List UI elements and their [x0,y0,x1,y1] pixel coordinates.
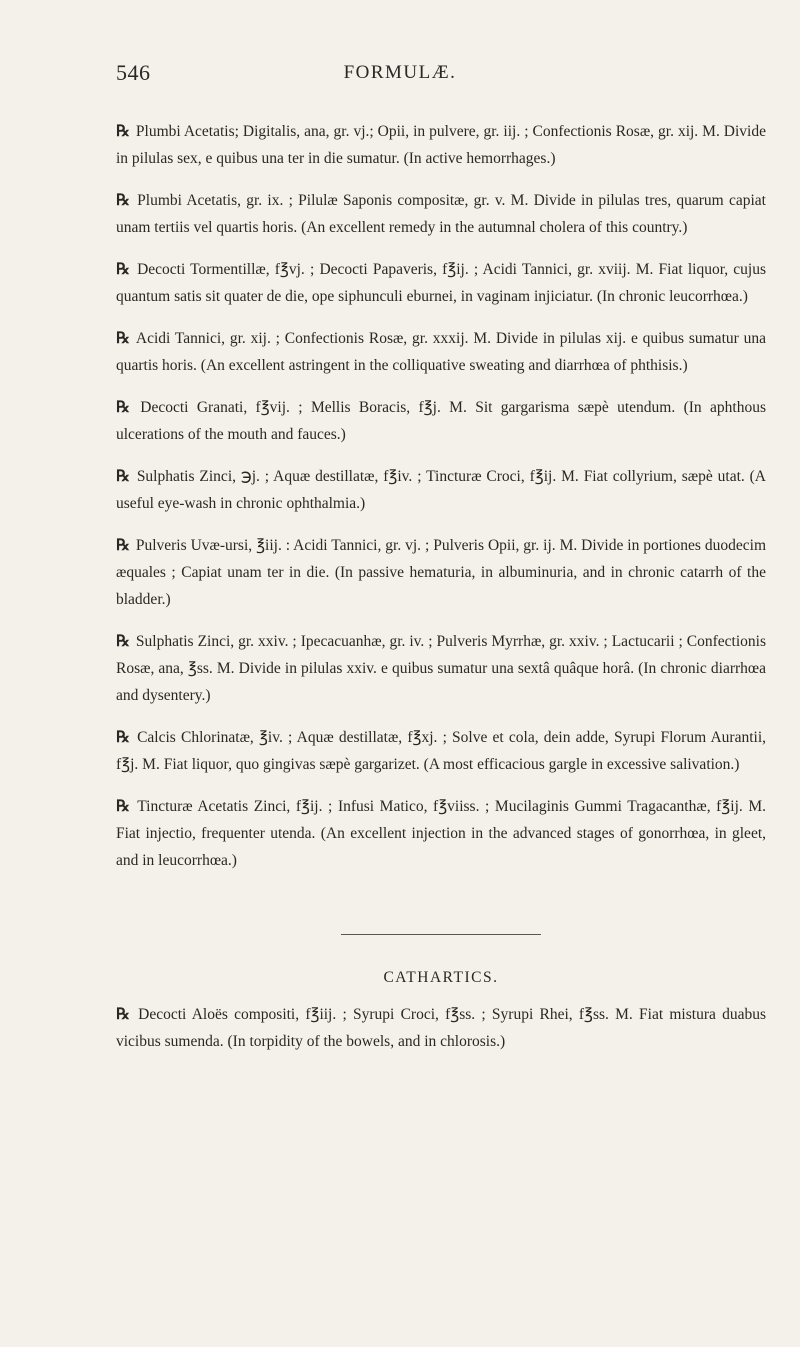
recipe-text: Decocti Granati, f℥vij. ; Mellis Boracis, f℥j. M. Sit gargarisma sæpè utendum. (In aphthous ulcerations of the mouth and fauces.) [116,399,767,443]
recipe-symbol: ℞ [116,468,130,485]
recipe-text: Pulveris Uvæ-ursi, ℥iij. : Acidi Tannici, gr. vj. ; Pulveris Opii, gr. ij. M. Divide in portiones duodecim æquales ; Capiat unam ter in die. (In passive hematuria, in albuminuria, and in chronic catarrh of the bladder.) [116,537,767,608]
recipe-paragraph [116,793,766,874]
recipe-symbol: ℞ [116,192,130,209]
recipe-text: Acidi Tannici, gr. xij. ; Confectionis Rosæ, gr. xxxij. M. Divide in pilulas xij. e quibus sumatur una quartis horis. (An excellent astringent in the colliquative sweating and diarrhœa of phthisis.) [116,330,766,374]
recipe-symbol: ℞ [116,798,130,815]
recipe-symbol: ℞ [116,537,130,554]
recipe-symbol: ℞ [116,123,130,140]
recipe-symbol: ℞ [116,729,130,746]
page-number: 546 [116,60,151,85]
recipe-text: Sulphatis Zinci, gr. xxiv. ; Ipecacuanhæ, gr. iv. ; Pulveris Myrrhæ, gr. xxiv. ; Lactucarii ; Confectionis Rosæ, ana, ℥ss. M. Divide in pilulas xxiv. e quibus sumatur una sextâ quâque horâ. (In chronic diarrhœa and dysentery.) [116,633,767,704]
recipe-paragraph [116,256,766,310]
recipe-symbol: ℞ [116,330,130,347]
recipe-text: Tincturæ Acetatis Zinci, f℥ij. ; Infusi Matico, f℥viiss. ; Mucilaginis Gummi Tragacanthæ, f℥ij. M. Fiat injectio, frequenter utenda. (An excellent injection in the advanced stages of gonorrhœa, in gleet, and in leucorrhœa.) [116,798,766,869]
page-body [116,118,766,1070]
recipe-paragraph [116,532,766,613]
recipe-paragraph [116,463,766,517]
recipe-text: Plumbi Acetatis, gr. ix. ; Pilulæ Saponis compositæ, gr. v. M. Divide in pilulas tres, quarum capiat unam tertiis vel quartis horis. (An excellent remedy in the autumnal cholera of this country.) [116,192,766,236]
recipe-paragraph [116,1001,766,1055]
recipe-symbol: ℞ [116,399,130,416]
section-heading-cathartics: CATHARTICS. [383,969,499,986]
recipe-text: Plumbi Acetatis; Digitalis, ana, gr. vj.; Opii, in pulvere, gr. iij. ; Confectionis Rosæ, gr. xij. M. Divide in pilulas sex, e quibus una ter in die sumatur. (In active hemorrhages.) [116,123,766,167]
recipe-paragraph [116,394,766,448]
recipe-paragraph [116,118,766,172]
recipe-paragraph [116,628,766,709]
recipe-text: Decocti Tormentillæ, f℥vj. ; Decocti Papaveris, f℥ij. ; Acidi Tannici, gr. xviij. M. Fiat liquor, cujus quantum satis sit quater de die, ope siphunculi eburnei, in vaginam injiciatur. (In chronic leucorrhœa.) [116,261,766,305]
recipe-symbol: ℞ [116,633,130,650]
running-title: FORMULÆ. [343,62,457,83]
recipe-symbol: ℞ [116,261,130,278]
recipe-text: Decocti Aloës compositi, f℥iij. ; Syrupi Croci, f℥ss. ; Syrupi Rhei, f℥ss. M. Fiat mistura duabus vicibus sumenda. (In torpidity of the bowels, and in chlorosis.) [116,1006,766,1050]
recipe-paragraph [116,325,766,379]
recipe-paragraph [116,187,766,241]
recipe-text: Calcis Chlorinatæ, ℥iv. ; Aquæ destillatæ, f℥xj. ; Solve et cola, dein adde, Syrupi Florum Aurantii, f℥j. M. Fiat liquor, quo gingivas sæpè gargarizet. (A most efficacious gargle in excessive salivation.) [116,729,766,773]
page-header [0,60,800,90]
recipe-symbol: ℞ [116,1006,130,1023]
recipe-paragraph [116,724,766,778]
recipe-text: Sulphatis Zinci, ℈j. ; Aquæ destillatæ, f℥iv. ; Tincturæ Croci, f℥ij. M. Fiat collyrium, sæpè utat. (A useful eye-wash in chronic ophthalmia.) [116,468,767,512]
section-divider [341,934,541,935]
